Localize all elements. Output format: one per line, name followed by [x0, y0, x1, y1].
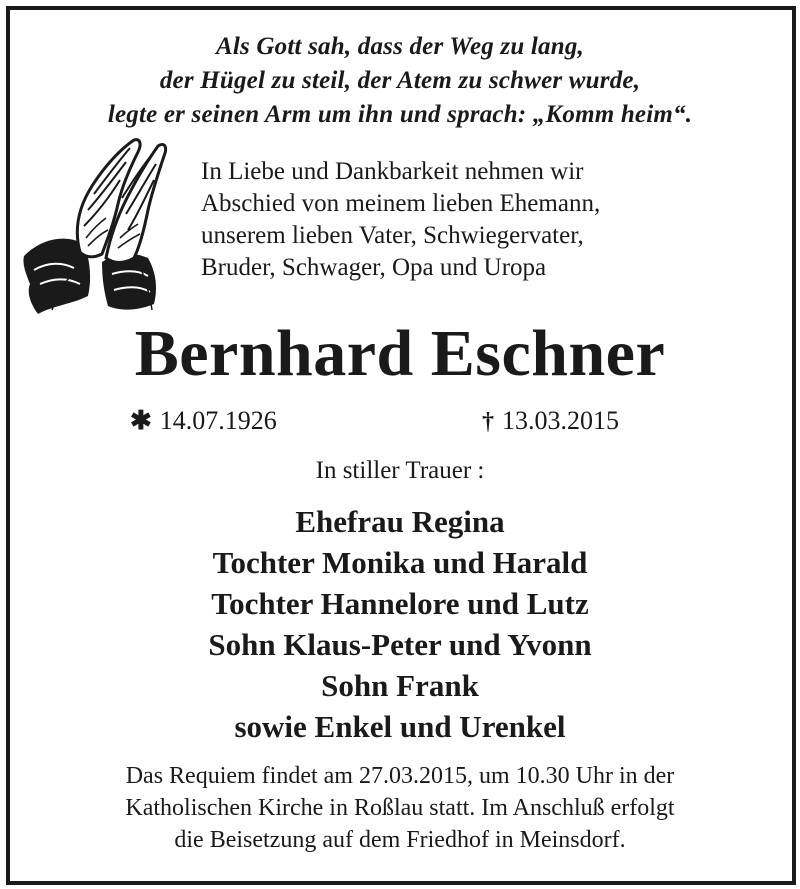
- intro-line: Bruder, Schwager, Opa und Uropa: [201, 254, 547, 281]
- notice-line: Katholischen Kirche in Roßlau statt. Im Anschluß erfolgt: [125, 795, 675, 821]
- notice-line: die Beisetzung auf dem Friedhof in Meinsdorf.: [174, 827, 626, 853]
- family-member: Tochter Monika und Harald: [212, 545, 588, 580]
- intro-line: In Liebe und Dankbarkeit nehmen wir: [201, 158, 584, 185]
- family-member: Sohn Klaus-Peter und Yvonn: [208, 627, 592, 662]
- intro-line: Abschied von meinem lieben Ehemann,: [201, 190, 601, 217]
- death-date-value: 13.03.2015: [502, 406, 619, 435]
- verse-line: der Hügel zu steil, der Atem zu schwer wurde,: [159, 67, 641, 94]
- family-member: sowie Enkel und Urenkel: [234, 709, 566, 744]
- verse: [0, 30, 800, 132]
- birth-star-icon: ✱: [130, 406, 152, 435]
- birth-date: [130, 404, 277, 438]
- death-cross-icon: †: [482, 409, 494, 435]
- funeral-notice: [0, 760, 800, 856]
- family-member: Tochter Hannelore und Lutz: [211, 586, 589, 621]
- deceased-name: Bernhard Eschner: [134, 317, 666, 390]
- death-date: [482, 404, 619, 439]
- intro-line: unserem lieben Vater, Schwiegervater,: [201, 222, 584, 249]
- verse-line: legte er seinen Arm um ihn und sprach: „Komm heim“.: [107, 101, 693, 128]
- praying-hands-icon: [22, 134, 172, 320]
- family-member: Sohn Frank: [321, 668, 479, 703]
- intro-text: [201, 156, 600, 284]
- family-list: [0, 501, 800, 747]
- verse-line: Als Gott sah, dass der Weg zu lang,: [216, 33, 584, 60]
- family-member: Ehefrau Regina: [295, 504, 505, 539]
- notice-line: Das Requiem findet am 27.03.2015, um 10.30 Uhr in der: [125, 763, 675, 789]
- birth-date-value: 14.07.1926: [159, 406, 277, 435]
- mourning-label: In stiller Trauer :: [315, 457, 485, 484]
